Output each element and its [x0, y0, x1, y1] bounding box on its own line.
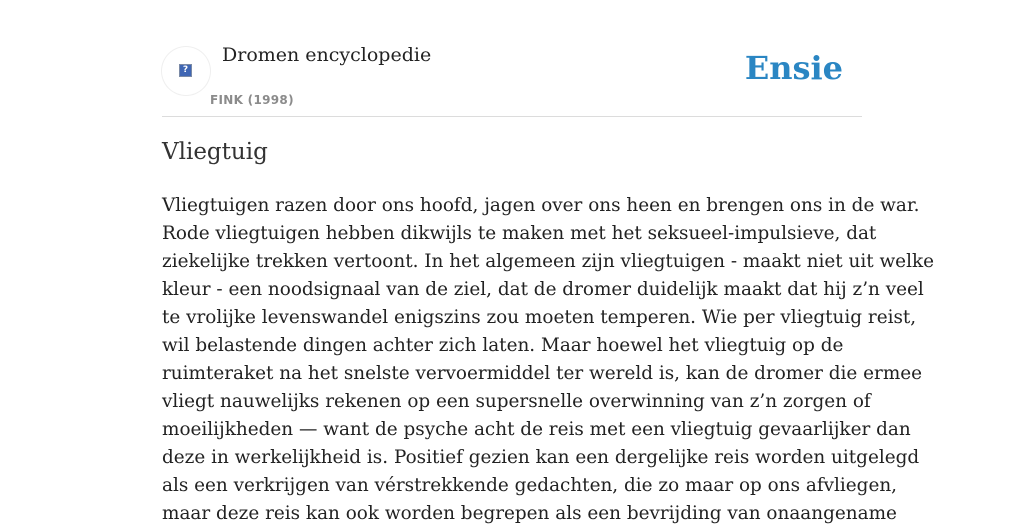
body-line: Vliegtuigen razen door ons hoofd, jagen over ons heen en brengen ons in de war.: [162, 195, 920, 216]
body-line: kleur - een noodsignaal van de ziel, dat de dromer duidelijk maakt dat hij z’n veel: [162, 279, 924, 300]
body-line: maar deze reis kan ook worden begrepen als een bevrijding van onaangename: [162, 503, 897, 524]
body-line: deze in werkelijkheid is. Positief gezien kan een dergelijke reis worden uitgelegd: [162, 447, 920, 468]
entry-card: [162, 0, 934, 524]
body-line: als een verkrijgen van vérstrekkende gedachten, die zo maar op ons afvliegen,: [162, 475, 898, 496]
entry-body: [162, 192, 934, 528]
body-line: vliegt nauwelijks rekenen op een supersnelle overwinning van z’n zorgen of: [162, 391, 871, 412]
entry-header: [162, 0, 862, 117]
body-line: te vrolijke levenswandel enigszins zou moeten temperen. Wie per vliegtuig reist,: [162, 307, 917, 328]
body-line: ruimteraket na het snelste vervoermiddel ter wereld is, kan de dromer die ermee: [162, 363, 923, 384]
body-line: ziekelijke trekken vertoont. In het algemeen zijn vliegtuigen - maakt niet uit welke: [162, 251, 934, 272]
ensie-brand-logo[interactable]: Ensie: [744, 49, 843, 87]
book-title[interactable]: Dromen encyclopedie: [222, 44, 432, 66]
entry-title: Vliegtuig: [162, 139, 268, 165]
body-line: Rode vliegtuigen hebben dikwijls te maken met het seksueel-impulsieve, dat: [162, 223, 877, 244]
body-line: wil belastende dingen achter zich laten. Maar hoewel het vliegtuig op de: [162, 335, 844, 356]
book-logo[interactable]: [162, 47, 210, 95]
source-label: FINK (1998): [210, 93, 294, 107]
body-line: moeilijkheden — want de psyche acht de reis met een vliegtuig gevaarlijker dan: [162, 419, 911, 440]
question-mark-icon: ?: [179, 64, 192, 77]
